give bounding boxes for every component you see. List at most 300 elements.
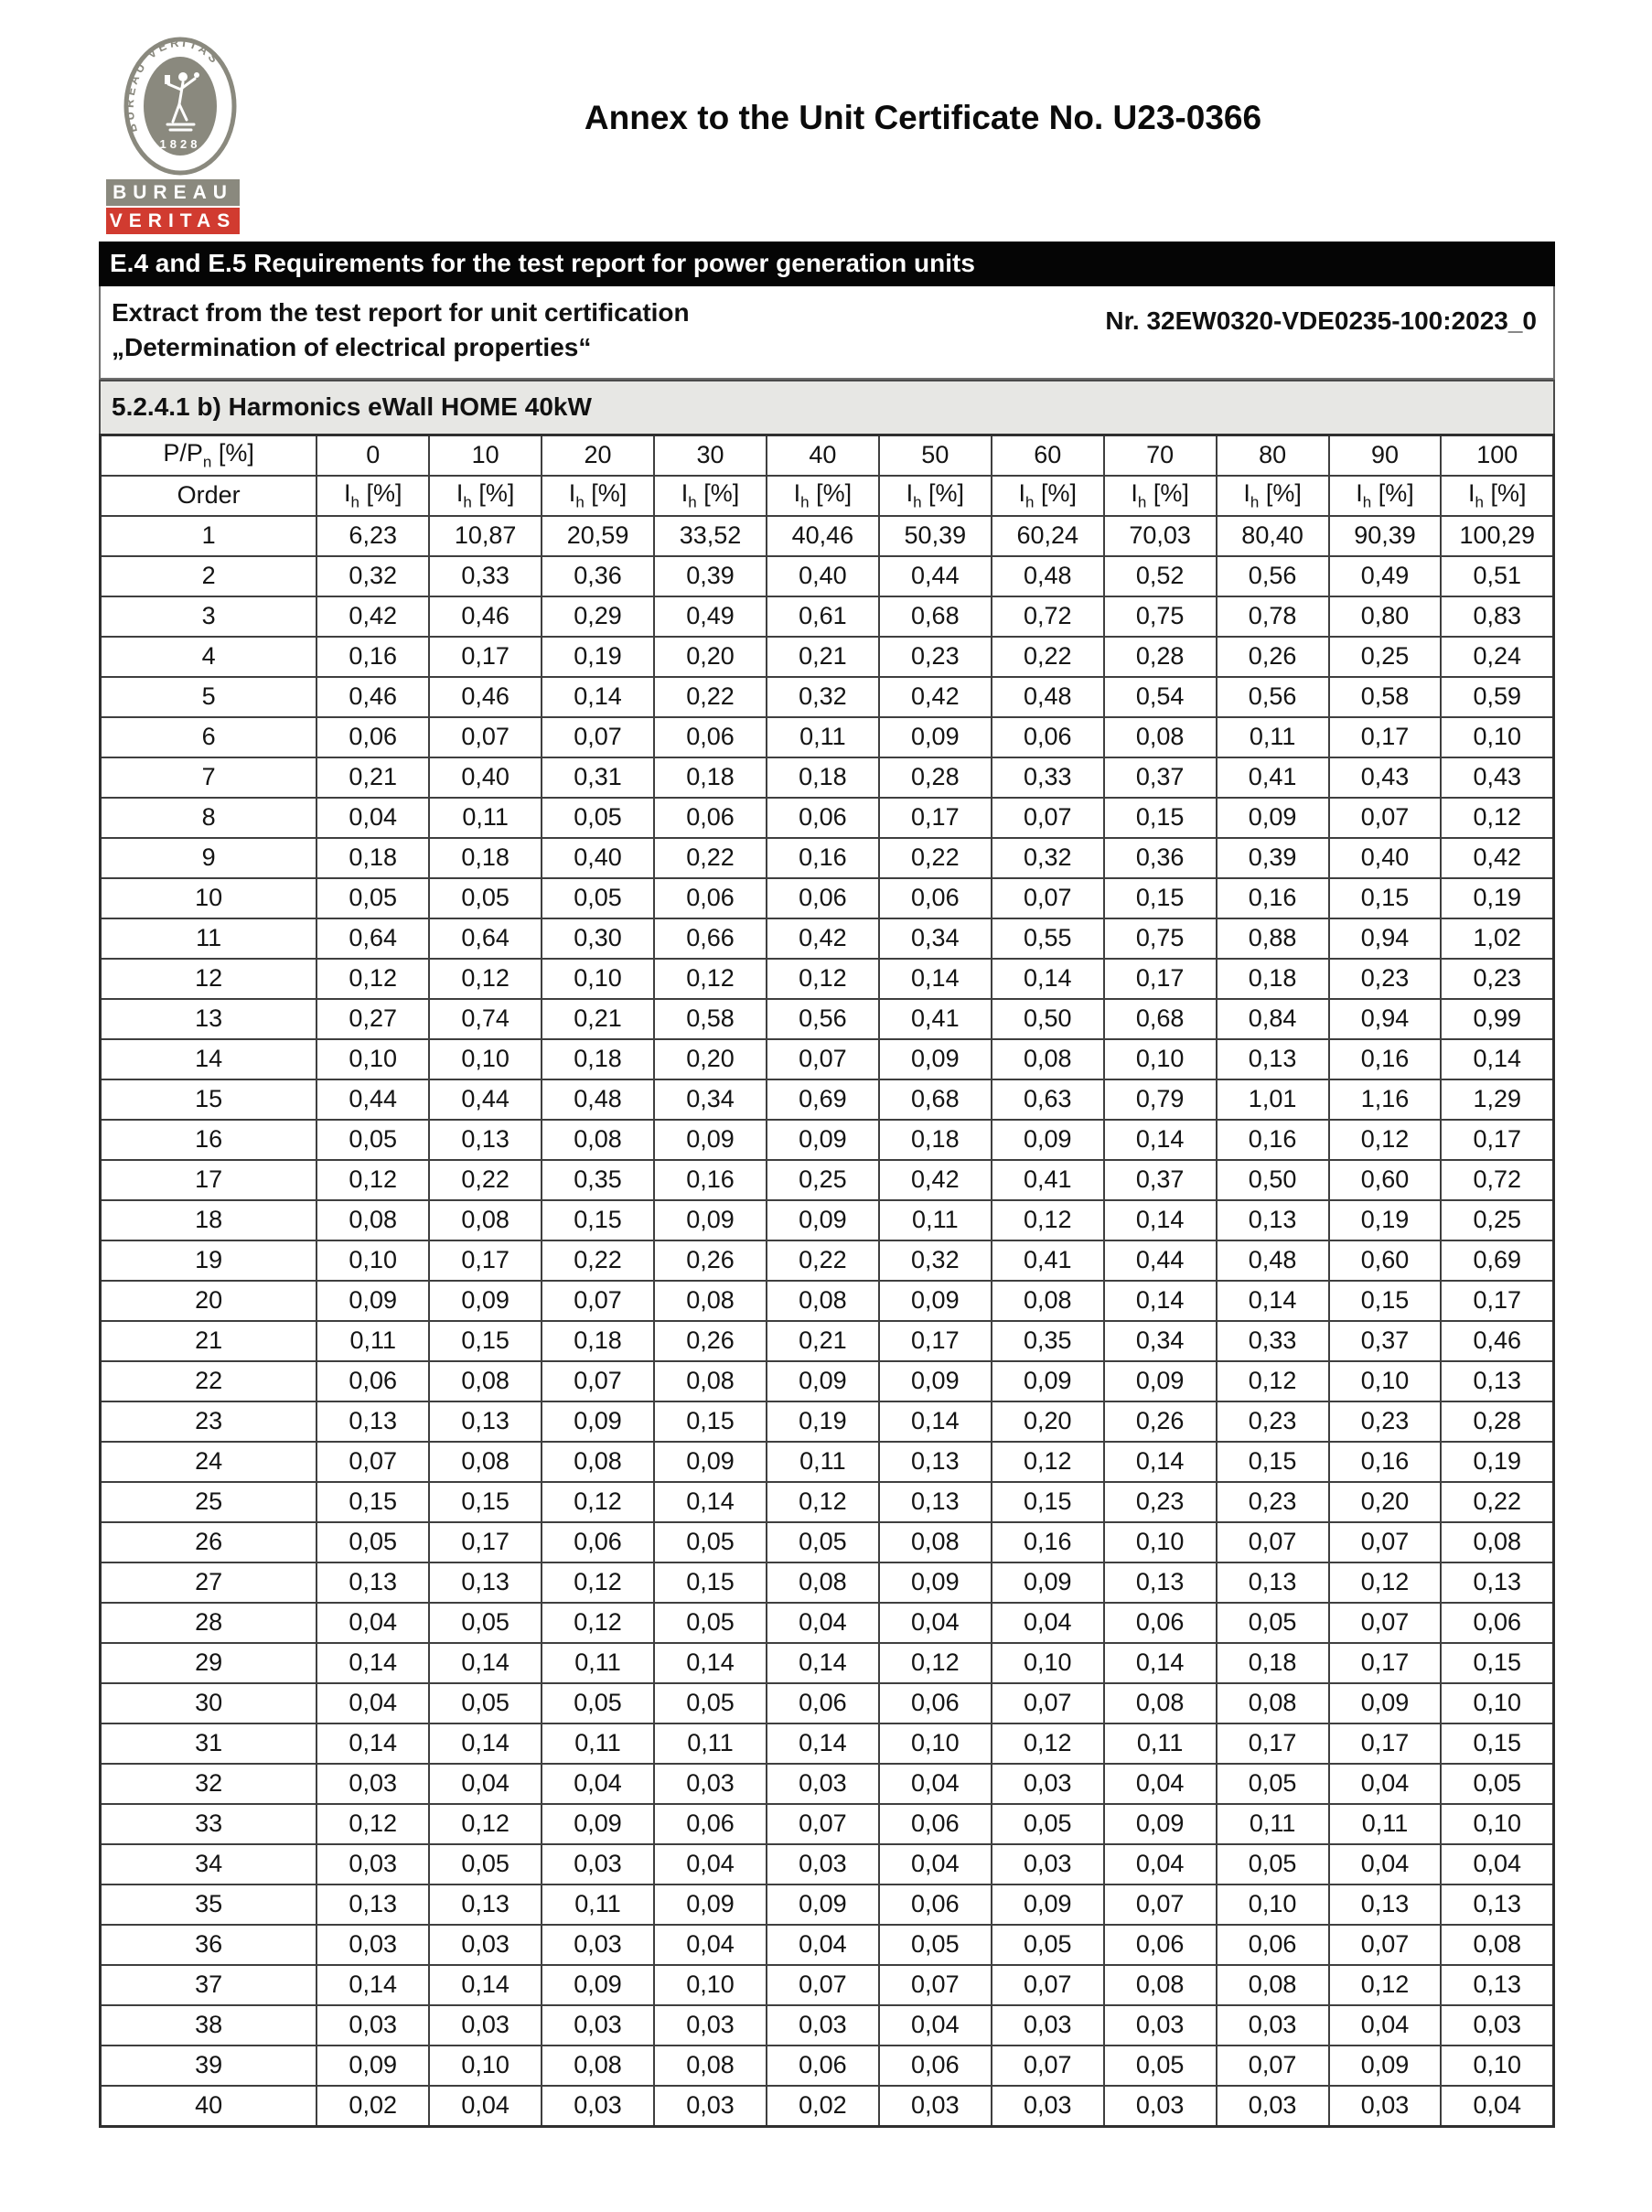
value-cell: 0,54: [1104, 677, 1217, 717]
value-cell: 0,60: [1329, 1160, 1442, 1200]
value-cell: 0,03: [879, 2086, 992, 2127]
value-cell: 0,03: [654, 1764, 767, 1804]
value-cell: 0,15: [1441, 1643, 1553, 1683]
svg-text:BUREAU VERITAS: BUREAU VERITAS: [123, 37, 223, 134]
value-cell: 0,64: [429, 918, 542, 959]
value-cell: 0,10: [316, 1240, 429, 1281]
value-cell: 0,12: [992, 1723, 1104, 1764]
value-cell: 0,07: [316, 1442, 429, 1482]
value-cell: 0,20: [654, 637, 767, 677]
table-row: [101, 757, 1554, 798]
value-cell: 0,11: [1217, 717, 1329, 757]
value-cell: 0,13: [1217, 1039, 1329, 1079]
order-cell: 28: [101, 1603, 317, 1643]
order-cell: 38: [101, 2005, 317, 2046]
value-cell: 1,02: [1441, 918, 1553, 959]
unit-suffix: [%]: [584, 478, 628, 507]
value-cell: 0,34: [1104, 1321, 1217, 1361]
value-cell: 0,74: [429, 999, 542, 1039]
table-row: [101, 878, 1554, 918]
value-cell: 0,09: [879, 1281, 992, 1321]
value-cell: 0,09: [654, 1200, 767, 1240]
value-cell: 0,07: [767, 1965, 879, 2005]
order-cell: 29: [101, 1643, 317, 1683]
value-cell: 0,09: [1104, 1361, 1217, 1401]
value-cell: 0,04: [542, 1764, 654, 1804]
value-cell: 0,14: [767, 1643, 879, 1683]
value-cell: 0,11: [429, 798, 542, 838]
table-row: [101, 1804, 1554, 1844]
value-cell: 0,03: [429, 2005, 542, 2046]
value-cell: 0,13: [1441, 1562, 1553, 1603]
value-cell: 0,06: [879, 878, 992, 918]
value-cell: 0,03: [1329, 2086, 1442, 2127]
value-cell: 0,41: [1217, 757, 1329, 798]
report-number: Nr. 32EW0320-VDE0235-100:2023_0: [1105, 306, 1537, 335]
value-cell: 0,35: [542, 1160, 654, 1200]
value-cell: 80,40: [1217, 516, 1329, 556]
value-cell: 0,03: [992, 2086, 1104, 2127]
value-cell: 0,56: [767, 999, 879, 1039]
value-cell: 0,03: [542, 1844, 654, 1884]
value-cell: 0,14: [1104, 1643, 1217, 1683]
value-cell: 1,01: [1217, 1079, 1329, 1120]
ppn-header-cell: [101, 435, 317, 476]
value-cell: 0,08: [542, 1442, 654, 1482]
page-header: [99, 37, 1555, 231]
value-cell: 0,42: [1441, 838, 1553, 878]
value-cell: 0,34: [654, 1079, 767, 1120]
table-row: [101, 556, 1554, 596]
value-cell: 0,05: [654, 1603, 767, 1643]
value-cell: 0,05: [429, 878, 542, 918]
value-cell: 1,16: [1329, 1079, 1442, 1120]
value-cell: 0,06: [1104, 1603, 1217, 1643]
value-cell: 0,10: [1329, 1361, 1442, 1401]
value-cell: 0,84: [1217, 999, 1329, 1039]
col-value-cell: 80: [1217, 435, 1329, 476]
unit-suffix: [%]: [809, 478, 853, 507]
value-cell: 0,41: [879, 999, 992, 1039]
unit-prefix: I: [456, 478, 464, 507]
unit-sub: h: [688, 493, 697, 511]
unit-cell: [1329, 476, 1442, 516]
value-cell: 0,14: [879, 959, 992, 999]
table-row: [101, 1079, 1554, 1120]
unit-cell: [879, 476, 992, 516]
value-cell: 60,24: [992, 516, 1104, 556]
value-cell: 0,16: [767, 838, 879, 878]
value-cell: 0,09: [767, 1361, 879, 1401]
value-cell: 0,03: [654, 2086, 767, 2127]
value-cell: 0,28: [1441, 1401, 1553, 1442]
value-cell: 0,06: [879, 1884, 992, 1925]
value-cell: 0,14: [879, 1401, 992, 1442]
unit-cell: [316, 476, 429, 516]
value-cell: 0,08: [1104, 1965, 1217, 2005]
order-cell: 40: [101, 2086, 317, 2127]
value-cell: 0,04: [1329, 1764, 1442, 1804]
value-cell: 0,14: [429, 1965, 542, 2005]
value-cell: 0,03: [542, 1925, 654, 1965]
order-cell: 19: [101, 1240, 317, 1281]
value-cell: 0,03: [992, 1844, 1104, 1884]
value-cell: 0,17: [1217, 1723, 1329, 1764]
value-cell: 0,69: [1441, 1240, 1553, 1281]
value-cell: 0,43: [1441, 757, 1553, 798]
value-cell: 0,06: [1217, 1925, 1329, 1965]
value-cell: 0,44: [879, 556, 992, 596]
extract-line2: „Determination of electrical properties“: [112, 332, 592, 361]
order-cell: 12: [101, 959, 317, 999]
value-cell: 0,17: [1441, 1281, 1553, 1321]
order-cell: 2: [101, 556, 317, 596]
value-cell: 0,13: [1329, 1884, 1442, 1925]
value-cell: 0,04: [654, 1925, 767, 1965]
unit-prefix: I: [1356, 478, 1363, 507]
unit-sub: h: [1025, 493, 1035, 511]
value-cell: 0,15: [1104, 878, 1217, 918]
table-row: [101, 596, 1554, 637]
value-cell: 0,78: [1217, 596, 1329, 637]
value-cell: 0,21: [316, 757, 429, 798]
value-cell: 0,14: [1104, 1200, 1217, 1240]
value-cell: 0,22: [767, 1240, 879, 1281]
value-cell: 0,07: [992, 878, 1104, 918]
value-cell: 0,44: [316, 1079, 429, 1120]
value-cell: 0,75: [1104, 918, 1217, 959]
value-cell: 0,18: [542, 1039, 654, 1079]
value-cell: 0,31: [542, 757, 654, 798]
value-cell: 0,52: [1104, 556, 1217, 596]
value-cell: 0,26: [1217, 637, 1329, 677]
value-cell: 0,12: [316, 959, 429, 999]
order-cell: 17: [101, 1160, 317, 1200]
value-cell: 70,03: [1104, 516, 1217, 556]
order-cell: 33: [101, 1804, 317, 1844]
table-row: [101, 1240, 1554, 1281]
value-cell: 0,05: [1217, 1844, 1329, 1884]
value-cell: 0,08: [429, 1442, 542, 1482]
value-cell: 0,04: [767, 1603, 879, 1643]
value-cell: 0,14: [316, 1723, 429, 1764]
value-cell: 0,12: [316, 1804, 429, 1844]
value-cell: 100,29: [1441, 516, 1553, 556]
table-row: [101, 637, 1554, 677]
value-cell: 0,12: [1441, 798, 1553, 838]
unit-suffix: [%]: [1146, 478, 1189, 507]
unit-sub: h: [800, 493, 810, 511]
unit-prefix: I: [1018, 478, 1025, 507]
value-cell: 0,06: [316, 1361, 429, 1401]
value-cell: 0,05: [767, 1522, 879, 1562]
value-cell: 0,05: [429, 1683, 542, 1723]
bureau-veritas-logo: [99, 37, 291, 234]
value-cell: 0,39: [654, 556, 767, 596]
value-cell: 0,09: [542, 1804, 654, 1844]
unit-sub: h: [913, 493, 922, 511]
value-cell: 0,29: [542, 596, 654, 637]
unit-cell: [654, 476, 767, 516]
order-cell: 35: [101, 1884, 317, 1925]
value-cell: 0,42: [879, 677, 992, 717]
value-cell: 0,14: [992, 959, 1104, 999]
table-row: [101, 1482, 1554, 1522]
value-cell: 0,12: [429, 1804, 542, 1844]
order-cell: 30: [101, 1683, 317, 1723]
order-cell: 5: [101, 677, 317, 717]
logo-veritas-bar: VERITAS: [106, 208, 240, 234]
value-cell: 0,12: [767, 1482, 879, 1522]
value-cell: 0,17: [1329, 717, 1442, 757]
value-cell: 0,07: [1329, 1522, 1442, 1562]
unit-header-row: [101, 476, 1554, 516]
value-cell: 0,05: [542, 878, 654, 918]
value-cell: 0,16: [1217, 878, 1329, 918]
value-cell: 0,15: [429, 1482, 542, 1522]
value-cell: 0,09: [542, 1401, 654, 1442]
value-cell: 0,37: [1104, 1160, 1217, 1200]
order-cell: 23: [101, 1401, 317, 1442]
value-cell: 0,12: [654, 959, 767, 999]
value-cell: 0,03: [316, 1844, 429, 1884]
value-cell: 0,80: [1329, 596, 1442, 637]
value-cell: 0,94: [1329, 999, 1442, 1039]
table-row: [101, 1200, 1554, 1240]
value-cell: 0,08: [1104, 1683, 1217, 1723]
value-cell: 0,17: [1441, 1120, 1553, 1160]
order-cell: 37: [101, 1965, 317, 2005]
value-cell: 0,22: [992, 637, 1104, 677]
value-cell: 0,14: [1217, 1281, 1329, 1321]
value-cell: 0,50: [1217, 1160, 1329, 1200]
value-cell: 0,03: [1217, 2005, 1329, 2046]
table-row: [101, 959, 1554, 999]
col-value-cell: 40: [767, 435, 879, 476]
value-cell: 0,06: [654, 798, 767, 838]
value-cell: 0,07: [879, 1965, 992, 2005]
value-cell: 0,08: [1104, 717, 1217, 757]
value-cell: 0,12: [542, 1482, 654, 1522]
unit-cell: [992, 476, 1104, 516]
unit-suffix: [%]: [1259, 478, 1302, 507]
value-cell: 0,09: [316, 2046, 429, 2086]
value-cell: 0,12: [542, 1562, 654, 1603]
value-cell: 0,09: [879, 1361, 992, 1401]
value-cell: 0,49: [654, 596, 767, 637]
value-cell: 0,13: [1441, 1965, 1553, 2005]
value-cell: 0,23: [1441, 959, 1553, 999]
value-cell: 0,11: [654, 1723, 767, 1764]
unit-prefix: I: [681, 478, 689, 507]
value-cell: 0,05: [429, 1603, 542, 1643]
bureau-veritas-oval-icon: [123, 37, 238, 176]
ppn-prefix: P/P: [163, 438, 203, 467]
value-cell: 0,07: [1329, 1925, 1442, 1965]
table-row: [101, 1522, 1554, 1562]
value-cell: 0,05: [879, 1925, 992, 1965]
value-cell: 0,18: [316, 838, 429, 878]
value-cell: 0,11: [879, 1200, 992, 1240]
value-cell: 0,16: [992, 1522, 1104, 1562]
value-cell: 0,46: [429, 677, 542, 717]
table-row: [101, 2046, 1554, 2086]
value-cell: 0,13: [1441, 1361, 1553, 1401]
unit-sub: h: [1137, 493, 1147, 511]
value-cell: 0,03: [1441, 2005, 1553, 2046]
extract-title: [112, 295, 690, 365]
value-cell: 0,09: [1329, 2046, 1442, 2086]
value-cell: 0,06: [316, 717, 429, 757]
value-cell: 0,05: [1104, 2046, 1217, 2086]
value-cell: 0,07: [992, 1965, 1104, 2005]
value-cell: 0,19: [1329, 1200, 1442, 1240]
value-cell: 0,09: [1104, 1804, 1217, 1844]
value-cell: 0,04: [767, 1925, 879, 1965]
value-cell: 0,07: [767, 1804, 879, 1844]
order-cell: 8: [101, 798, 317, 838]
value-cell: 0,42: [879, 1160, 992, 1200]
value-cell: 0,12: [767, 959, 879, 999]
value-cell: 0,21: [542, 999, 654, 1039]
table-row: [101, 1643, 1554, 1683]
value-cell: 0,58: [1329, 677, 1442, 717]
value-cell: 0,08: [654, 2046, 767, 2086]
value-cell: 0,21: [767, 637, 879, 677]
order-cell: 20: [101, 1281, 317, 1321]
value-cell: 0,08: [879, 1522, 992, 1562]
order-cell: 26: [101, 1522, 317, 1562]
value-cell: 40,46: [767, 516, 879, 556]
value-cell: 0,09: [992, 1361, 1104, 1401]
value-cell: 0,03: [767, 1844, 879, 1884]
value-cell: 0,09: [879, 1562, 992, 1603]
table-row: [101, 1844, 1554, 1884]
value-cell: 0,23: [1217, 1401, 1329, 1442]
value-cell: 0,14: [316, 1643, 429, 1683]
table-row: [101, 1603, 1554, 1643]
value-cell: 0,04: [879, 1764, 992, 1804]
order-cell: 9: [101, 838, 317, 878]
value-cell: 0,23: [1104, 1482, 1217, 1522]
order-cell: 39: [101, 2046, 317, 2086]
value-cell: 0,15: [1217, 1442, 1329, 1482]
value-cell: 0,04: [1104, 1764, 1217, 1804]
col-value-cell: 60: [992, 435, 1104, 476]
unit-cell: [1104, 476, 1217, 516]
unit-suffix: [%]: [1483, 478, 1527, 507]
value-cell: 0,68: [1104, 999, 1217, 1039]
value-cell: 0,27: [316, 999, 429, 1039]
value-cell: 0,69: [767, 1079, 879, 1120]
unit-prefix: I: [793, 478, 801, 507]
value-cell: 0,17: [429, 1240, 542, 1281]
value-cell: 0,15: [1441, 1723, 1553, 1764]
value-cell: 0,04: [316, 1683, 429, 1723]
value-cell: 0,04: [879, 2005, 992, 2046]
value-cell: 0,08: [767, 1562, 879, 1603]
value-cell: 0,30: [542, 918, 654, 959]
col-value-cell: 100: [1441, 435, 1553, 476]
value-cell: 0,42: [767, 918, 879, 959]
value-cell: 0,06: [767, 2046, 879, 2086]
value-cell: 0,39: [1217, 838, 1329, 878]
value-cell: 0,06: [542, 1522, 654, 1562]
value-cell: 0,09: [767, 1120, 879, 1160]
value-cell: 0,15: [429, 1321, 542, 1361]
value-cell: 0,16: [654, 1160, 767, 1200]
value-cell: 6,23: [316, 516, 429, 556]
value-cell: 0,48: [1217, 1240, 1329, 1281]
value-cell: 0,04: [879, 1844, 992, 1884]
col-value-cell: 0: [316, 435, 429, 476]
table-row: [101, 918, 1554, 959]
value-cell: 0,12: [429, 959, 542, 999]
value-cell: 0,33: [429, 556, 542, 596]
value-cell: 0,20: [654, 1039, 767, 1079]
value-cell: 0,03: [316, 1764, 429, 1804]
value-cell: 0,66: [654, 918, 767, 959]
value-cell: 0,13: [316, 1884, 429, 1925]
harmonics-table: [99, 434, 1555, 2128]
value-cell: 0,12: [1329, 1562, 1442, 1603]
value-cell: 0,13: [879, 1482, 992, 1522]
table-row: [101, 1884, 1554, 1925]
value-cell: 0,19: [1441, 878, 1553, 918]
value-cell: 0,15: [1329, 878, 1442, 918]
order-cell: 24: [101, 1442, 317, 1482]
value-cell: 0,08: [542, 2046, 654, 2086]
value-cell: 0,46: [429, 596, 542, 637]
value-cell: 0,10: [1104, 1522, 1217, 1562]
value-cell: 0,28: [1104, 637, 1217, 677]
value-cell: 0,08: [654, 1361, 767, 1401]
value-cell: 0,07: [1329, 798, 1442, 838]
order-cell: 4: [101, 637, 317, 677]
value-cell: 0,11: [767, 717, 879, 757]
value-cell: 0,05: [992, 1925, 1104, 1965]
value-cell: 0,09: [879, 717, 992, 757]
value-cell: 0,14: [767, 1723, 879, 1764]
value-cell: 0,68: [879, 596, 992, 637]
value-cell: 0,23: [1329, 1401, 1442, 1442]
value-cell: 0,07: [429, 717, 542, 757]
value-cell: 20,59: [542, 516, 654, 556]
order-cell: 18: [101, 1200, 317, 1240]
value-cell: 0,59: [1441, 677, 1553, 717]
value-cell: 0,41: [992, 1240, 1104, 1281]
value-cell: 0,06: [767, 878, 879, 918]
unit-suffix: [%]: [1034, 478, 1077, 507]
value-cell: 0,08: [542, 1120, 654, 1160]
value-cell: 0,19: [767, 1401, 879, 1442]
unit-prefix: I: [1243, 478, 1250, 507]
value-cell: 0,14: [1104, 1120, 1217, 1160]
value-cell: 0,04: [1104, 1844, 1217, 1884]
order-cell: 31: [101, 1723, 317, 1764]
value-cell: 0,03: [316, 2005, 429, 2046]
value-cell: 0,17: [429, 1522, 542, 1562]
value-cell: 0,05: [654, 1683, 767, 1723]
value-cell: 0,07: [542, 1281, 654, 1321]
value-cell: 0,88: [1217, 918, 1329, 959]
value-cell: 0,50: [992, 999, 1104, 1039]
unit-cell: [767, 476, 879, 516]
value-cell: 0,13: [429, 1120, 542, 1160]
order-cell: 7: [101, 757, 317, 798]
value-cell: 0,14: [1441, 1039, 1553, 1079]
value-cell: 0,09: [992, 1562, 1104, 1603]
